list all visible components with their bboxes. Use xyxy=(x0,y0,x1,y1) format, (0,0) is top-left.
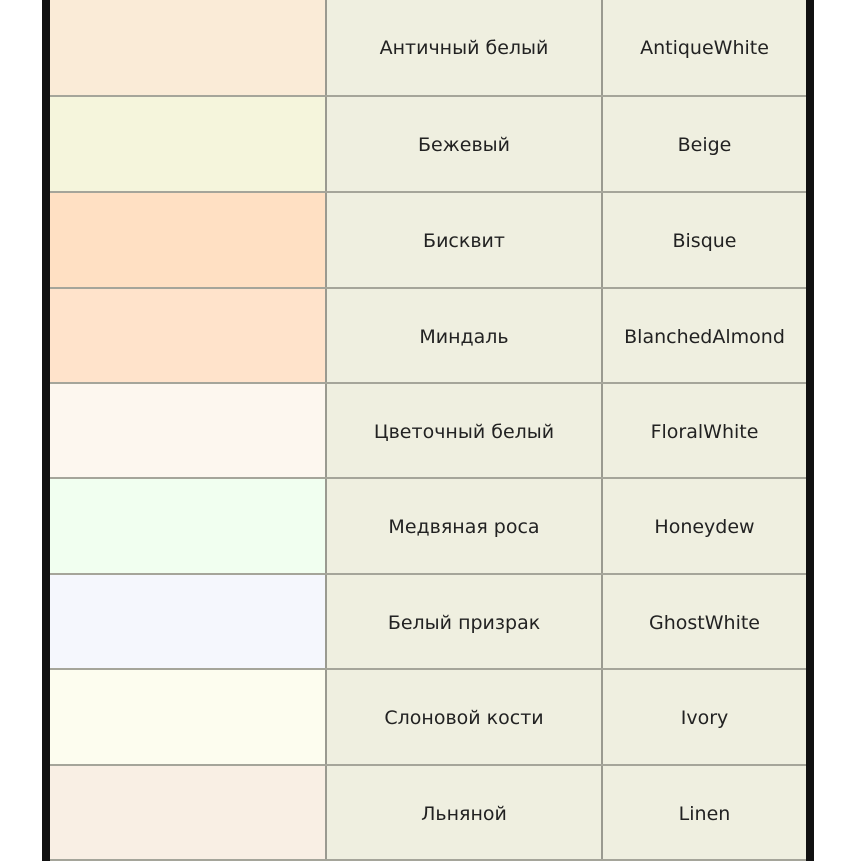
table-row xyxy=(50,670,806,765)
russian-color-name: Белый призрак xyxy=(325,575,601,670)
color-swatch xyxy=(50,97,325,192)
table-row xyxy=(50,193,806,288)
english-color-name: FloralWhite xyxy=(601,384,806,479)
english-color-name: GhostWhite xyxy=(601,575,806,670)
color-swatch xyxy=(50,0,325,95)
english-color-name: Bisque xyxy=(601,193,806,288)
english-color-name: AntiqueWhite xyxy=(601,0,806,95)
table-row xyxy=(50,0,806,95)
color-swatch xyxy=(50,766,325,861)
english-color-name: BlanchedAlmond xyxy=(601,289,806,384)
russian-color-name: Цветочный белый xyxy=(325,384,601,479)
color-table xyxy=(50,0,806,861)
russian-color-name: Слоновой кости xyxy=(325,670,601,765)
color-swatch xyxy=(50,193,325,288)
english-color-name: Beige xyxy=(601,97,806,192)
english-color-name: Ivory xyxy=(601,670,806,765)
russian-color-name: Медвяная роса xyxy=(325,479,601,574)
russian-color-name: Античный белый xyxy=(325,0,601,95)
color-swatch xyxy=(50,384,325,479)
table-row xyxy=(50,384,806,479)
color-swatch xyxy=(50,289,325,384)
russian-color-name: Бисквит xyxy=(325,193,601,288)
english-color-name: Honeydew xyxy=(601,479,806,574)
table-row xyxy=(50,289,806,384)
color-swatch xyxy=(50,479,325,574)
english-color-name: Linen xyxy=(601,766,806,861)
russian-color-name: Бежевый xyxy=(325,97,601,192)
table-row xyxy=(50,575,806,670)
russian-color-name: Миндаль xyxy=(325,289,601,384)
color-swatch xyxy=(50,670,325,765)
color-swatch xyxy=(50,575,325,670)
table-row xyxy=(50,97,806,192)
table-row xyxy=(50,479,806,574)
russian-color-name: Льняной xyxy=(325,766,601,861)
table-row xyxy=(50,766,806,861)
